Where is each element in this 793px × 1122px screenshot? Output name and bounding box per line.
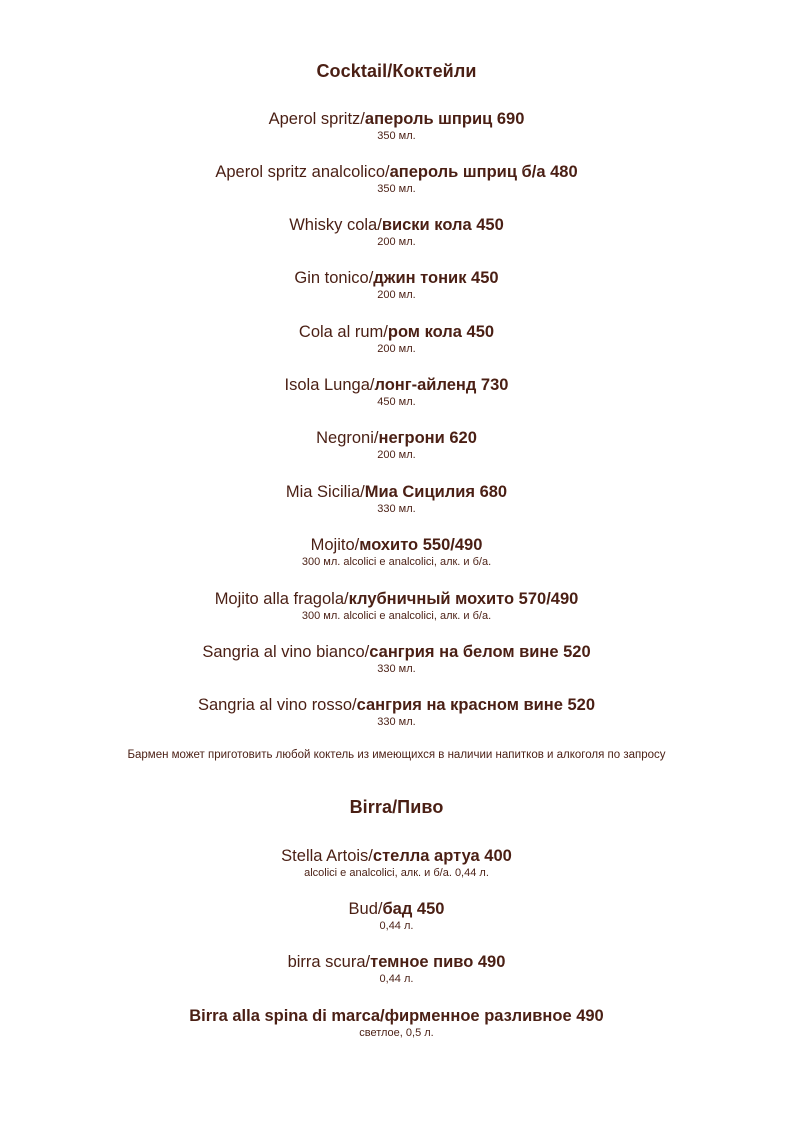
menu-item-bud — [0, 899, 793, 933]
item-name-ru-price: виски кола 450 — [381, 216, 504, 234]
item-volume: alcolici e analcolici, алк. и б/а. 0,44 л. — [304, 867, 489, 879]
menu-item-isola-lunga — [0, 375, 793, 409]
menu-item-aperol-spritz-analcolico — [0, 162, 793, 196]
item-volume: 350 мл. — [377, 183, 416, 195]
item-name-it: Aperol spritz/ — [268, 110, 365, 128]
item-volume: 0,44 л. — [379, 920, 414, 932]
item-name-ru-price: темное пиво 490 — [370, 953, 506, 971]
menu-item-birra-alla-spina — [0, 1006, 793, 1040]
item-name-it: Sangria al vino rosso/ — [197, 696, 357, 714]
menu-item-mia-sicilia — [0, 482, 793, 516]
item-volume: 200 мл. — [377, 236, 416, 248]
item-volume: 200 мл. — [377, 343, 416, 355]
item-name-ru-price: лонг-айленд 730 — [374, 376, 509, 394]
menu-item-stella-artois — [0, 846, 793, 880]
item-volume: 300 мл. alcolici e analcolici, алк. и б/а. — [301, 556, 492, 568]
menu-item-cola-al-rum — [0, 322, 793, 356]
item-name-ru-price: сангрия на белом вине 520 — [369, 643, 591, 661]
item-volume: 200 мл. — [377, 449, 416, 461]
item-name-it: Mojito/ — [310, 536, 360, 554]
menu-item-mojito-alla-fragola — [0, 589, 793, 623]
item-volume: 330 мл. — [377, 663, 416, 675]
item-volume: светлое, 0,5 л. — [359, 1027, 434, 1039]
item-volume: 330 мл. — [377, 716, 416, 728]
item-name-ru-price: апероль шприц 690 — [364, 110, 525, 128]
birra-section-title: Birra/Пиво — [349, 797, 444, 817]
item-volume: 200 мл. — [377, 289, 416, 301]
item-name-ru-price: сангрия на красном вине 520 — [356, 696, 596, 714]
menu-item-aperol-spritz — [0, 109, 793, 143]
item-name-ru-price: джин тоник 450 — [373, 269, 499, 287]
item-name-ru-price: фирменное разливное 490 — [384, 1007, 604, 1025]
item-name-it: Isola Lunga/ — [284, 376, 375, 394]
menu-item-sangria-bianco — [0, 642, 793, 676]
menu-item-mojito — [0, 535, 793, 569]
item-name-it: Gin tonico/ — [294, 269, 374, 287]
item-name-ru-price: Миа Сицилия 680 — [364, 483, 508, 501]
item-volume: 350 мл. — [377, 130, 416, 142]
menu-item-gin-tonico — [0, 268, 793, 302]
item-volume: 300 мл. alcolici e analcolici, алк. и б/а. — [301, 610, 492, 622]
item-name-it: birra scura/ — [287, 953, 371, 971]
item-name-ru-price: стелла артуа 400 — [372, 847, 512, 865]
item-volume: 330 мл. — [377, 503, 416, 515]
item-volume: 0,44 л. — [379, 973, 414, 985]
menu-item-whisky-cola — [0, 215, 793, 249]
bartender-note: Бармен может приготовить любой коктель из имеющихся в наличии напитков и алкоголя по запросу — [127, 749, 666, 761]
menu-item-birra-scura — [0, 952, 793, 986]
item-name-ru-price: негрони 620 — [378, 429, 477, 447]
item-name-it: Sangria al vino bianco/ — [202, 643, 370, 661]
item-name-ru-price: ром кола 450 — [387, 323, 495, 341]
item-name-ru-price: бад 450 — [382, 900, 445, 918]
item-name-it: Stella Artois/ — [281, 847, 373, 865]
item-name-it: Cola al rum/ — [298, 323, 388, 341]
item-name-it: Mia Sicilia/ — [285, 483, 365, 501]
item-name-ru-price: клубничный мохито 570/490 — [348, 590, 579, 608]
item-name-it: Aperol spritz analcolico/ — [215, 163, 390, 181]
item-name-it: Birra alla spina di marca/ — [189, 1007, 385, 1025]
menu-item-sangria-rosso — [0, 695, 793, 729]
cocktail-section-title: Cocktail/Коктейли — [316, 61, 477, 81]
item-name-it: Bud/ — [348, 900, 383, 918]
item-name-it: Negroni/ — [316, 429, 379, 447]
item-name-it: Whisky cola/ — [289, 216, 382, 234]
item-name-ru-price: мохито 550/490 — [359, 536, 483, 554]
item-name-ru-price: апероль шприц б/а 480 — [389, 163, 578, 181]
menu-item-negroni — [0, 428, 793, 462]
item-name-it: Mojito alla fragola/ — [214, 590, 349, 608]
item-volume: 450 мл. — [377, 396, 416, 408]
